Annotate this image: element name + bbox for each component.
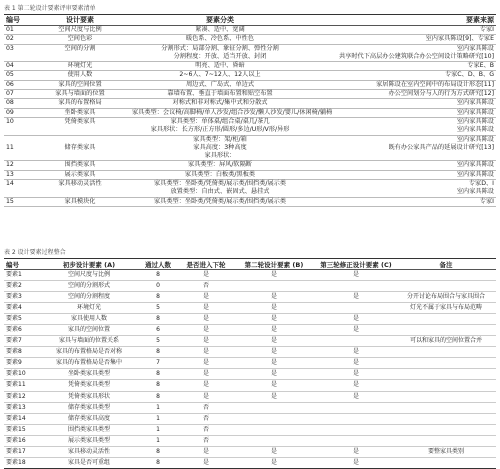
table1-cell [4,135,30,144]
table2-row [4,336,496,347]
table2-cell [396,325,496,336]
table1-row [4,99,496,108]
table1-cell: 室内家具陈设 [310,108,496,117]
table1-row [4,62,496,71]
table2-cell: 家具移动灵活性 [42,446,136,457]
table1-cell: 家具类型：会议椅/高脚椅/单人沙发/组合沙发/懒人沙发/婴儿/休闲椅/躺椅 [132,108,333,116]
table2-cell: 要素16 [4,435,42,446]
table2-cell: 8 [136,380,180,391]
table2-cell: 储存类家具类型 [42,402,136,413]
table2-cell: 5 [136,336,180,347]
table2-cell: 是 [232,358,316,369]
table2-cell: 要素9 [4,358,42,369]
table1-cell: 室内家具陈设 [310,126,496,135]
table2-cell: 要素15 [4,424,42,435]
table1-cell: 家具的布置格局 [30,99,130,108]
table1-cell: 室内家具陈设 [310,99,496,108]
table2-cell [316,402,396,413]
table2-cell: 是 [180,446,232,457]
table1-cell: 14 [6,180,14,188]
table2-cell: 要素13 [4,402,42,413]
table1-cell: 紧凑、适中、宽阔 [130,26,310,35]
table2-header-row [4,259,496,270]
table2-cell: 是 [180,358,232,369]
table2-cell [232,402,316,413]
table1-cell: 明亮、适中、昏暗 [130,62,310,71]
table2-cell: 要素11 [4,380,42,391]
table1-row [4,53,496,62]
table2-row [4,303,496,314]
table2-header: 通过人数 [136,259,180,270]
table1-cell: 室内家具陈设 [310,170,496,179]
table2-cell: 家具使用人数 [42,314,136,325]
table1-cell: 专家I [310,26,496,35]
table1-cell: 12 [4,161,30,170]
table1-cell: 家具形状： [130,152,310,161]
table2-row [4,391,496,402]
table2-cell: 是 [180,336,232,347]
table1-cell: 专家C、D、B、G [310,71,496,80]
table2-body [4,270,496,469]
table1-cell: 放置类型：自由式、嵌固式、悬挂式 [130,188,310,197]
table1-cell: 分割程度：开放、适当开放、封闭 [130,53,310,62]
table2-cell: 要素7 [4,336,42,347]
table1-cell: 02 [4,35,30,44]
table1-row [4,71,496,80]
table2-cell: 是 [232,347,316,358]
table1-row [4,135,496,144]
table2-cell [316,281,396,292]
table2-caption: 表 2 设计要素过程整合 [4,249,66,256]
table2-row [4,281,496,292]
table1-cell: 家具与墙面的位置 [30,90,130,99]
table2-cell: 否 [180,402,232,413]
table2-cell: 是 [232,369,316,380]
table2-cell: 是 [180,314,232,325]
table2-cell [396,369,496,380]
table2-cell: 是 [232,325,316,336]
table1-cell: 家具高度：3种高度 [193,143,247,151]
table2-cell: 家具与墙面的位置关系 [42,336,136,347]
table2-cell: 8 [136,391,180,402]
table1-cell: 家具类型：白板类/黑板类 [130,170,310,179]
table2-cell: 是 [180,347,232,358]
table2-cell: 是 [270,458,277,466]
table1-cell: 分割形式：局部分割、象征分割、弹性分割 [161,44,279,52]
table2-row [4,347,496,358]
table1-row [4,26,496,35]
table2-row [4,314,496,325]
table2-cell: 要素14 [4,413,42,424]
table1-cell: 2~6人、7~12人、12人以上 [130,71,310,80]
table1-caption: 表 1 第二轮设计要素评审要素清单 [4,5,96,12]
table2-cell: 空间的分割程度 [42,292,136,303]
table2-cell: 是 [352,458,359,466]
table1-cell: 家具类型：架/柜/箱 [193,135,247,143]
table2-cell: 要素18 [6,458,26,466]
table2-cell: 要素3 [4,292,42,303]
table2-cell [396,435,496,446]
table1-cell: 室内家具陈设[9]、专家E [310,35,496,44]
table2-cell: 是 [316,314,396,325]
table1-cell: 家具的空间位置 [30,80,130,89]
table2-cell: 1 [136,413,180,424]
table2-row [4,435,496,446]
table2-cell: 可以和家具的空间位置合并 [396,336,496,347]
table1-body [4,26,496,207]
table1-cell: 室内家具陈设 [310,161,496,170]
table1-header-row [4,15,496,26]
table2-cell: 是 [232,314,316,325]
table2-cell: 是 [232,380,316,391]
table2-cell [316,303,396,314]
table1-cell: 暖色系、冷色系、中性色 [130,35,310,44]
table2-cell: 6 [136,325,180,336]
table1-cell: 展示类家具 [30,170,130,179]
table2-cell: 要素12 [4,391,42,402]
table1-row [4,144,496,152]
table1-cell: 01 [4,26,30,35]
table2-cell [396,281,496,292]
table2-cell: 8 [156,458,160,466]
table2-header: 编号 [4,259,42,270]
table2-cell [232,435,316,446]
table1-cell [30,53,130,62]
table2-row [4,325,496,336]
table1-cell: 凭倚类家具 [64,117,96,125]
table2-cell: 8 [136,314,180,325]
table2-cell: 要素6 [4,325,42,336]
table2-row [4,380,496,391]
table2-cell: 是 [316,391,396,402]
table1-cell: 13 [4,170,30,179]
table2-cell [396,347,496,358]
table2-cell: 8 [136,292,180,303]
table2-cell: 8 [136,369,180,380]
table2-cell: 0 [136,281,180,292]
table1-row [4,161,496,170]
table1-cell: 专家D、I [468,180,494,188]
table2-cell: 要素8 [4,347,42,358]
table2-cell: 是 [316,292,396,303]
table2-cell: 是 [232,292,316,303]
table2-cell: 是 [180,391,232,402]
table1-header: 要素来源 [310,15,496,26]
table2-cell: 是 [316,369,396,380]
table1-cell [30,188,130,197]
table2-cell [396,413,496,424]
table1-cell: 使用人数 [30,71,130,80]
table1-header: 编号 [4,15,30,26]
table1-cell: 储存类家具 [64,143,96,151]
table1-header: 设计要素 [30,15,130,26]
table2-cell [232,413,316,424]
table2-cell: 凭倚类家具形状 [42,391,136,402]
table2-row [4,369,496,380]
table2-cell: 1 [136,402,180,413]
table2-row [4,424,496,435]
table1-cell [30,152,130,161]
table2-cell: 储存类家具高度 [42,413,136,424]
table2-cell: 是 [202,458,209,466]
table2-cell: 家具是否可重组 [67,458,110,466]
table2-cell: 是 [180,325,232,336]
table2-cell: 1 [136,435,180,446]
table2-cell: 是 [316,446,396,457]
table2-cell [316,336,396,347]
table2-cell: 展示类家具类型 [42,435,136,446]
table2-header: 第二轮设计要素 (B) [232,259,316,270]
table1-row [4,117,496,126]
table2-cell: 是 [316,380,396,391]
table1-header: 要素分类 [130,15,310,26]
table2-cell [396,457,496,468]
table2-cell: 分开讨论布局围合与家具围合 [396,292,496,303]
table1-cell: 靠墙布置、垂直于墙面布置和贴空布置 [130,90,310,99]
table2-cell: 是 [180,270,232,281]
table2-cell: 围挡类家具类型 [42,424,136,435]
table1-row [4,44,496,53]
table2-cell: 是 [232,446,316,457]
table1-cell [30,135,130,144]
table1-row [4,108,496,117]
table1-cell: 围挡类家具 [30,161,130,170]
table1-cell: 共享时代下高层办公建筑联合办公空间设计策略研究[10] [310,53,496,62]
table2-cell: 是 [180,380,232,391]
table1-cell: 15 [4,197,30,206]
table1-row [4,152,496,161]
table2-cell [396,314,496,325]
table2-cell: 空间的分割形式 [42,281,136,292]
table2-header: 初步设计要素 (A) [42,259,136,270]
table2-cell: 否 [180,413,232,424]
table1-cell [4,53,30,62]
table1-cell: 07 [4,90,30,99]
table1-cell: 家具类型：坐卧类/凭倚类/展示类/围挡类/展示类 [130,197,310,206]
table2-cell: 凭倚类家具类型 [42,380,136,391]
table2-cell: 8 [136,270,180,281]
table2-cell: 坐卧类家具类型 [42,369,136,380]
table1-cell: 家具移动灵活性 [58,180,102,188]
table1-cell: 室内家具陈设 [456,117,494,125]
table1-cell: 室内家具陈设 [456,135,494,143]
table2-cell: 是 [232,336,316,347]
table1-cell: 坐卧类家具 [30,108,130,117]
table2-cell: 是 [180,292,232,303]
table2-cell [316,435,396,446]
table2-cell: 是 [316,358,396,369]
table1-cell: 家居陈设在室内空间中的布局设计形态[11] [310,80,496,89]
table1-cell [310,152,496,161]
table2-cell: 否 [180,281,232,292]
table1-cell: 家具类型：屏风/软隔断 [130,161,310,170]
table2-row [4,358,496,369]
table1-cell [4,152,30,161]
table1-cell: 既有办公家具产品的延展设计研究[13] [388,143,494,151]
table2-cell: 8 [136,347,180,358]
table2-cell [396,380,496,391]
table1-cell: 室内家具陈设 [310,188,496,197]
table1-row [4,197,496,206]
table2-cell: 家具的布置格局是否集中 [42,358,136,369]
table2-cell: 1 [136,424,180,435]
table2-row [4,270,496,281]
table1-cell: 03 [6,44,14,52]
table2-cell: 环境灯光 [42,303,136,314]
table2-cell: 灯光不属于家具与布局范畴 [396,303,496,314]
table2-cell [396,402,496,413]
table2-cell: 家具的空间位置 [42,325,136,336]
table2-row [4,446,496,457]
table2-cell: 是 [316,325,396,336]
table1-cell: 专家I [310,197,496,206]
table2-cell [396,270,496,281]
table1-cell: 对称式和非对称式/集中式和分散式 [130,99,310,108]
table1-row [4,90,496,99]
table1-cell [30,126,130,135]
table1-cell: 10 [6,117,14,125]
table2-header: 备注 [396,259,496,270]
table1-cell: 办公空间划分与人的行为方式研究[12] [310,90,496,99]
table1-cell: 环境灯光 [30,62,130,71]
table1-cell: 专家E、B [310,62,496,71]
table1-cell: 家具形状：长方形/正方形/圆形/多边/U形/V形/异形 [130,126,310,135]
table2-header: 是否进入下轮 [180,259,232,270]
table2-cell: 7 [136,358,180,369]
table2-row [4,413,496,424]
table1-cell: 家具类型：单体桌/组合桌/桌几/茶几 [170,117,270,125]
table2-row [4,402,496,413]
table2-cell [316,413,396,424]
table2-cell: 8 [136,446,180,457]
element-source-table [4,14,496,207]
table1-cell: 08 [4,99,30,108]
table2-cell [396,391,496,402]
table1-row [4,188,496,197]
table2-cell: 要素17 [4,446,42,457]
table2-cell: 是 [316,270,396,281]
table1-cell: 11 [6,143,14,151]
table1-cell: 05 [4,71,30,80]
table2-row [4,457,496,468]
table2-cell [232,424,316,435]
table1-cell: 04 [4,62,30,71]
table2-cell: 要整家具类别 [396,446,496,457]
table2-cell [232,281,316,292]
table2-cell: 是 [232,270,316,281]
table1-cell: 空间尺度与比例 [30,26,130,35]
table2-cell: 空间尺度与比例 [42,270,136,281]
table2-cell: 要素10 [4,369,42,380]
table1-cell: 06 [4,80,30,89]
table2-cell: 要素1 [4,270,42,281]
table2-cell: 否 [180,435,232,446]
table1-row [4,35,496,44]
table1-row [4,126,496,135]
table1-cell: 09 [4,108,30,117]
table1-cell: 空间的分割 [64,44,96,52]
table1-row [4,80,496,89]
table1-cell [4,126,30,135]
table2-cell [396,424,496,435]
table1-cell: 家具模块化 [30,197,130,206]
table2-cell: 否 [180,424,232,435]
table1-cell: 室内家具陈设 [456,44,494,52]
table2-cell: 是 [316,347,396,358]
table1-row [4,170,496,179]
table2-cell [316,424,396,435]
table2-cell: 5 [136,303,180,314]
table2-cell: 是 [232,391,316,402]
table1-cell: 空间色彩 [30,35,130,44]
table2-cell: 要素4 [4,303,42,314]
table2-cell: 是 [180,303,232,314]
table2-cell: 要素5 [4,314,42,325]
table2-cell [396,358,496,369]
element-integration-table [4,258,496,469]
table1-cell: 周边式、广岛式、单边式 [130,80,310,89]
table2-cell: 是 [232,303,316,314]
table1-cell: 家具类型：坐卧类/凭倚类/展示类/围挡类/展示类 [153,180,287,188]
table2-header: 第三轮修正设计要素 (C) [316,259,396,270]
table2-cell: 是 [180,369,232,380]
table2-cell: 要素2 [4,281,42,292]
table1-cell [4,188,30,197]
table2-row [4,292,496,303]
table2-cell: 家具的布置格局是否对称 [42,347,136,358]
